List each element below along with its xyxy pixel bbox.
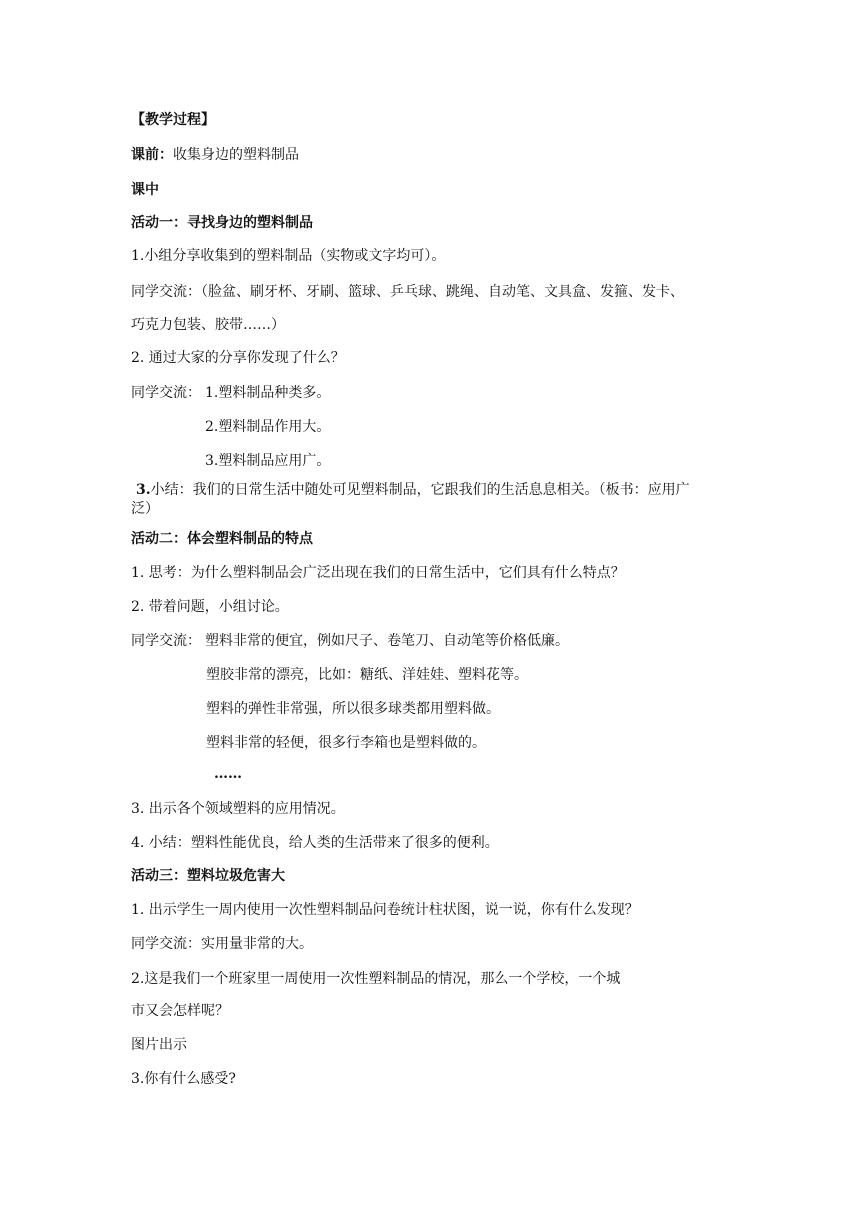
activity1-exchange2-label: 同学交流： (131, 385, 201, 401)
activity1-exchange2-item: 3.塑料制品应用广。 (205, 453, 331, 469)
activity2-exchange-item: 塑胶非常的漂亮，比如：糖纸、洋娃娃、塑料花等。 (206, 667, 528, 683)
activity1-exchange2-item: 2.塑料制品作用大。 (205, 419, 331, 435)
activity1-summary-line1 (136, 480, 690, 500)
activity2-item1: 1. 思考：为什么塑料制品会广泛出现在我们的日常生活中，它们具有什么特点？ (131, 565, 625, 581)
activity2-item4: 4. 小结：塑料性能优良，给人类的生活带来了很多的便利。 (131, 835, 499, 851)
activity3-title: 活动三：塑料垃圾危害大 (131, 868, 285, 884)
activity2-exchange-item: 塑料的弹性非常强，所以很多球类都用塑料做。 (206, 701, 500, 717)
before-class-text: 收集身边的塑料制品 (173, 147, 299, 163)
activity2-title: 活动二：体会塑料制品的特点 (131, 531, 313, 547)
activity1-summary-text: 小结：我们的日常生活中随处可见塑料制品，它跟我们的生活息息相关。（板书：应用广 (150, 482, 690, 498)
process-heading: 【教学过程】 (131, 112, 215, 128)
activity1-item1: 1.小组分享收集到的塑料制品（实物或文字均可）。 (131, 248, 446, 264)
before-class-label: 课前： (131, 147, 173, 163)
activity3-picture-note: 图片出示 (131, 1037, 187, 1053)
activity2-exchange-item: 塑料非常的轻便，很多行李箱也是塑料做的。 (206, 735, 486, 751)
activity2-item2: 2. 带着问题，小组讨论。 (131, 599, 289, 615)
before-class-line (131, 145, 299, 165)
activity1-title: 活动一：寻找身边的塑料制品 (131, 215, 313, 231)
activity2-item3: 3. 出示各个领域塑料的应用情况。 (131, 801, 345, 817)
activity2-exchange-label: 同学交流： (131, 633, 201, 649)
activity1-exchange-line2: 巧克力包装、胶带……） (131, 317, 285, 333)
activity3-item2-line1: 2.这是我们一个班家里一周使用一次性塑料制品的情况，那么一个学校，一个城 (131, 971, 621, 987)
activity1-item2: 2. 通过大家的分享你发现了什么？ (131, 350, 345, 366)
activity1-summary-number: 3. (136, 482, 151, 498)
in-class-heading: 课中 (131, 182, 159, 198)
activity1-exchange2-item: 1.塑料制品种类多。 (205, 385, 331, 401)
activity3-item3: 3.你有什么感受? (131, 1071, 236, 1087)
activity3-item2-line2: 市又会怎样呢？ (131, 1003, 229, 1019)
activity1-summary-line2: 泛） (131, 501, 159, 517)
activity3-exchange: 同学交流：实用量非常的大。 (131, 936, 313, 952)
activity2-exchange-item: 塑料非常的便宜，例如尺子、卷笔刀、自动笔等价格低廉。 (205, 633, 569, 649)
activity2-exchange-ellipsis: …… (214, 766, 242, 782)
activity1-exchange-line1: 同学交流：（脸盆、刷牙杯、牙刷、篮球、乒乓球、跳绳、自动笔、文具盒、发箍、发卡、 (131, 284, 684, 300)
activity3-item1: 1. 出示学生一周内使用一次性塑料制品问卷统计柱状图，说一说，你有什么发现？ (131, 902, 639, 918)
